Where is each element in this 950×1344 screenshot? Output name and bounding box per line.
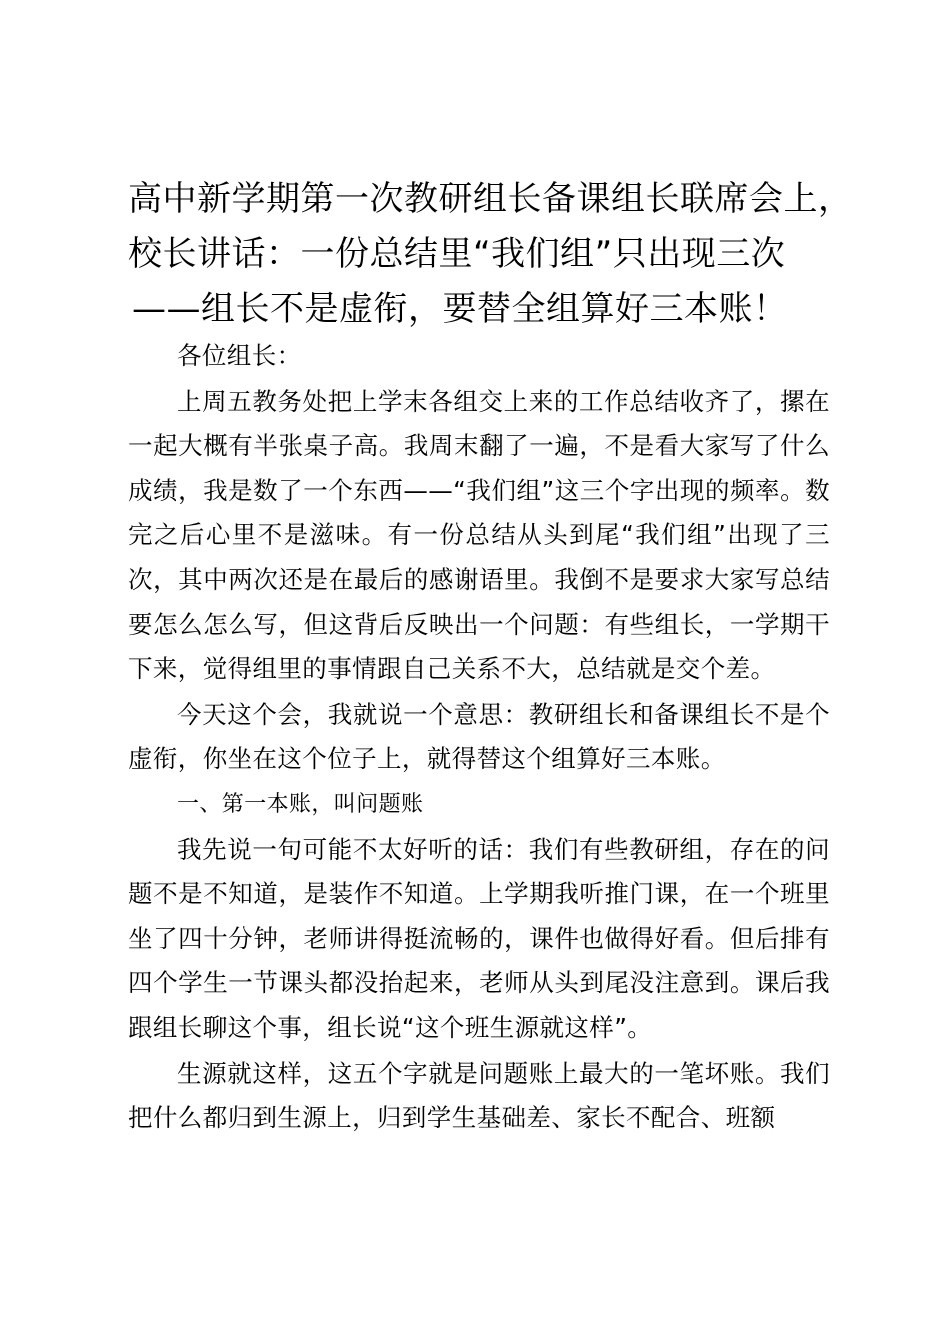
section-heading-1: 一、第一本账，叫问题账 bbox=[177, 791, 424, 817]
paragraph-4: 生源就这样，这五个字就是问题账上最大的一笔坏账。我们把什么都归到生源上，归到学生基础差、家长不配合、班额 bbox=[128, 1058, 830, 1133]
salutation: 各位组长： bbox=[177, 341, 302, 370]
paragraph-3: 我先说一句可能不太好听的话：我们有些教研组，存在的问题不是不知道，是装作不知道。上学期我听推门课，在一个班里坐了四十分钟，老师讲得挺流畅的，课件也做得好看。但后排有四个学生一节课头都没抬起来，老师从头到尾没注意到。课后我跟组长聊这个事，组长说“这个班生源就这样”。 bbox=[128, 834, 830, 1042]
document-title bbox=[128, 172, 853, 337]
title-line-1: 高中新学期第一次教研组长备课组长联席会上， bbox=[128, 179, 853, 219]
paragraph-2: 今天这个会，我就说一个意思：教研组长和备课组长不是个虚衔，你坐在这个位子上，就得替这个组算好三本账。 bbox=[128, 699, 830, 774]
title-line-2: 校长讲话：一份总结里“我们组”只出现三次 bbox=[128, 234, 786, 274]
paragraph-1: 上周五教务处把上学末各组交上来的工作总结收齐了，摞在一起大概有半张桌子高。我周末翻了一遍，不是看大家写了什么成绩，我是数了一个东西——“我们组”这三个字出现的频率。数完之后心里不是滋味。有一份总结从头到尾“我们组”出现了三次，其中两次还是在最后的感谢语里。我倒不是要求大家写总结要怎么怎么写，但这背后反映出一个问题：有些组长，一学期干下来，觉得组里的事情跟自己关系不大，总结就是交个差。 bbox=[128, 386, 830, 684]
title-line-3: ——组长不是虚衔，要替全组算好三本账！ bbox=[132, 289, 788, 329]
document-body bbox=[128, 334, 830, 1142]
